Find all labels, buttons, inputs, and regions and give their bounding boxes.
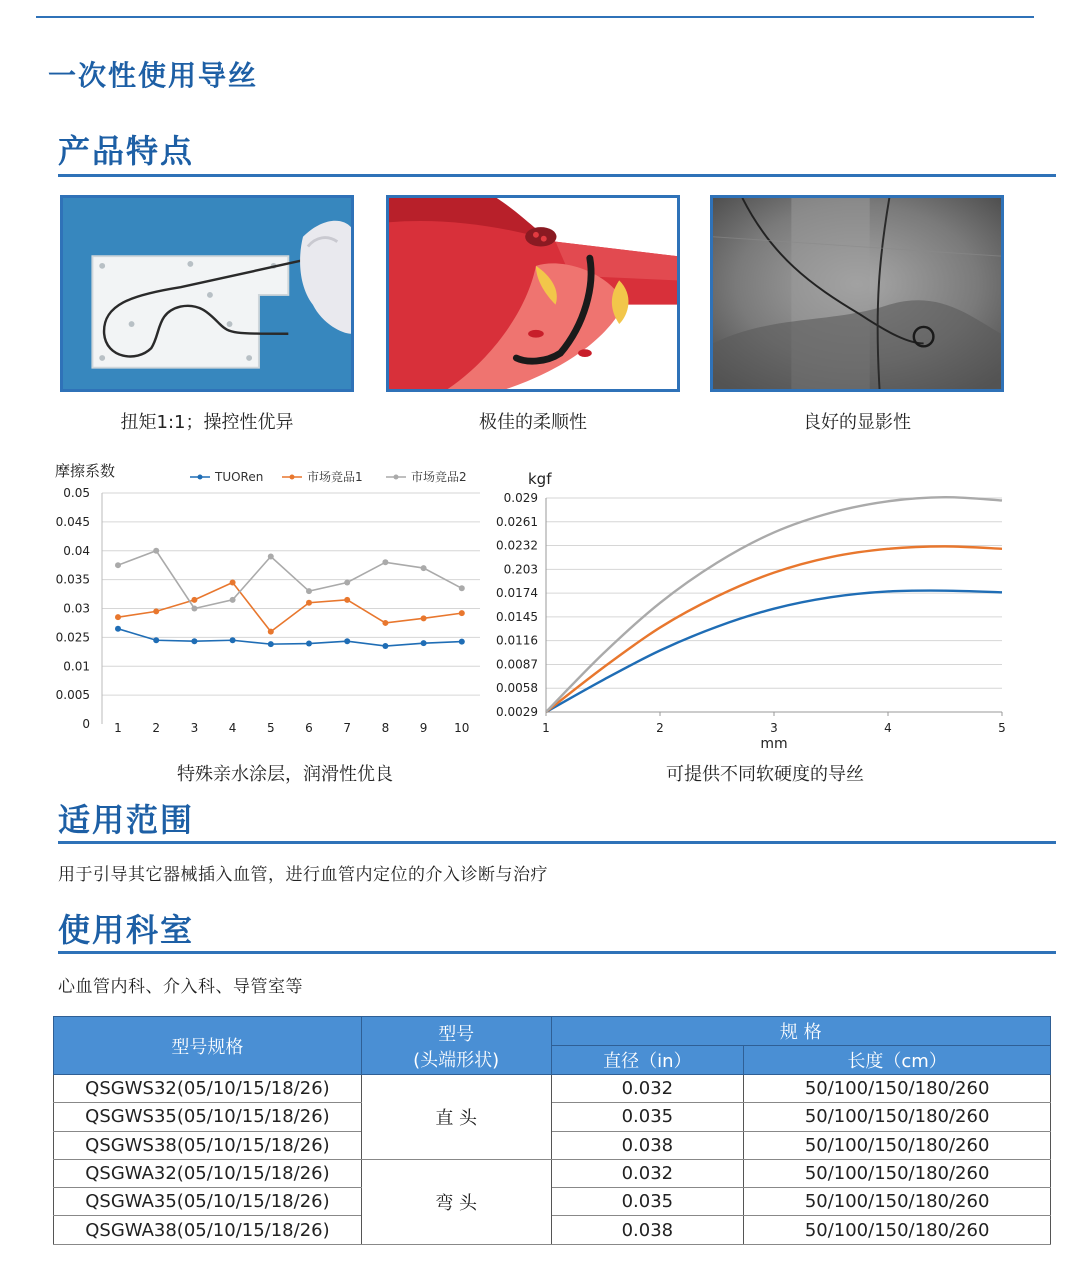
table-row (54, 1216, 1051, 1244)
stiffness-series-firm (546, 497, 1002, 712)
photo-caption-flexibility: 极佳的柔顺性 (479, 412, 587, 433)
friction-data-point (191, 638, 197, 644)
section-title-departments: 使用科室 (58, 911, 195, 949)
table-row (54, 1188, 1051, 1216)
friction-legend-label: 市场竞品2 (411, 470, 467, 484)
cell-model: QSGWA32(05/10/15/18/26) (54, 1159, 362, 1187)
friction-data-point (230, 580, 236, 586)
document-title: 一次性使用导丝 (48, 59, 259, 92)
cell-length: 50/100/150/180/260 (744, 1216, 1051, 1244)
header-tip-line1: 型号 (438, 1023, 475, 1045)
cell-length: 50/100/150/180/260 (744, 1075, 1051, 1103)
friction-data-point (459, 610, 465, 616)
friction-y-tick: 0.005 (55, 688, 90, 703)
friction-data-point (268, 554, 274, 560)
table-row (54, 1159, 1051, 1187)
friction-legend-marker (394, 475, 399, 480)
stiffness-y-tick: 0.203 (503, 562, 538, 577)
photo-caption-torque: 扭矩1:1；操控性优异 (120, 412, 294, 433)
friction-y-tick: 0.04 (63, 543, 90, 558)
friction-data-point (344, 597, 350, 603)
friction-y-tick: 0.05 (63, 486, 90, 500)
table-row (54, 1075, 1051, 1103)
friction-data-point (268, 629, 274, 635)
friction-data-point (115, 626, 121, 632)
stiffness-x-label: mm (760, 736, 788, 752)
header-diameter: 直径（in） (551, 1046, 744, 1075)
friction-x-tick: 4 (228, 721, 237, 735)
friction-x-tick: 10 (454, 721, 470, 735)
friction-data-point (230, 597, 236, 603)
friction-legend-label: 市场竞品1 (307, 470, 363, 484)
cell-diameter: 0.032 (551, 1075, 744, 1103)
friction-data-point (421, 615, 427, 621)
friction-y-tick: 0.035 (55, 572, 90, 587)
header-tip-line2: (头端形状) (413, 1049, 500, 1071)
header-length: 长度（cm） (744, 1046, 1051, 1075)
friction-x-tick: 9 (419, 721, 428, 735)
cell-model: QSGWA35(05/10/15/18/26) (54, 1188, 362, 1216)
cell-tip-curved: 弯 头 (361, 1159, 551, 1244)
friction-chart (50, 458, 490, 743)
friction-chart-caption: 特殊亲水涂层，润滑性优良 (177, 764, 393, 785)
friction-y-tick: 0.01 (63, 659, 90, 674)
friction-data-point (459, 585, 465, 591)
friction-y-tick: 0.025 (55, 630, 90, 645)
friction-data-point (344, 638, 350, 644)
friction-series-line (118, 583, 462, 632)
friction-data-point (230, 637, 236, 643)
friction-x-tick: 8 (381, 721, 390, 735)
friction-data-point (191, 606, 197, 612)
vessel-illustration (386, 195, 680, 392)
friction-data-point (191, 597, 197, 603)
stiffness-series-medium (546, 546, 1002, 712)
cell-model: QSGWS38(05/10/15/18/26) (54, 1131, 362, 1159)
header-spec: 规 格 (551, 1017, 1050, 1046)
scope-text: 用于引导其它器械插入血管，进行血管内定位的介入诊断与治疗 (58, 865, 548, 885)
cell-length: 50/100/150/180/260 (744, 1103, 1051, 1131)
cell-model: QSGWS35(05/10/15/18/26) (54, 1103, 362, 1131)
friction-data-point (382, 620, 388, 626)
cell-diameter: 0.032 (551, 1159, 744, 1187)
cell-diameter: 0.035 (551, 1103, 744, 1131)
cell-diameter: 0.038 (551, 1131, 744, 1159)
spec-table (53, 1016, 1051, 1245)
stiffness-y-tick: 0.0174 (496, 586, 538, 601)
friction-x-tick: 1 (114, 721, 122, 735)
table-row (54, 1131, 1051, 1159)
top-divider (36, 16, 1034, 18)
stiffness-x-tick: 1 (542, 721, 550, 735)
friction-x-tick: 6 (305, 721, 313, 735)
stiffness-chart-caption: 可提供不同软硬度的导丝 (666, 764, 864, 785)
friction-data-point (153, 608, 159, 614)
section-title-scope: 适用范围 (58, 801, 195, 839)
friction-data-point (153, 548, 159, 554)
stiffness-x-tick: 4 (884, 721, 892, 735)
cell-diameter: 0.035 (551, 1188, 744, 1216)
departments-text: 心血管内科、介入科、导管室等 (58, 977, 303, 997)
cell-length: 50/100/150/180/260 (744, 1159, 1051, 1187)
cell-model: QSGWA38(05/10/15/18/26) (54, 1216, 362, 1244)
cell-length: 50/100/150/180/260 (744, 1131, 1051, 1159)
friction-y-label: 摩擦系数 (55, 462, 116, 480)
stiffness-x-tick: 3 (770, 721, 778, 735)
friction-x-tick: 5 (266, 721, 275, 735)
section-title-features: 产品特点 (58, 132, 195, 170)
friction-y-tick: 0.045 (55, 514, 90, 529)
stiffness-y-tick: 0.0145 (496, 609, 538, 624)
header-tip (361, 1017, 551, 1075)
stiffness-chart (495, 465, 1020, 755)
friction-data-point (115, 562, 121, 568)
friction-data-point (306, 600, 312, 606)
friction-legend-label: TUORen (215, 470, 264, 484)
stiffness-y-tick: 0.0261 (496, 514, 538, 529)
stiffness-y-tick: 0.0232 (496, 538, 538, 553)
friction-y-tick: 0.03 (63, 601, 90, 616)
section-rule-features (58, 174, 1056, 177)
cell-diameter: 0.038 (551, 1216, 744, 1244)
stiffness-y-tick: 0.0058 (496, 681, 538, 696)
friction-data-point (268, 641, 274, 647)
stiffness-y-tick: 0.029 (503, 491, 538, 505)
section-rule-scope (58, 841, 1056, 844)
stiffness-x-tick: 2 (656, 721, 664, 735)
friction-data-point (306, 641, 312, 647)
friction-x-tick: 2 (152, 721, 161, 735)
friction-data-point (344, 580, 350, 586)
friction-data-point (421, 565, 427, 571)
friction-x-tick: 3 (190, 721, 199, 735)
header-model: 型号规格 (54, 1017, 362, 1075)
friction-data-point (153, 637, 159, 643)
friction-x-tick: 7 (343, 721, 352, 735)
friction-data-point (382, 643, 388, 649)
photo-caption-visibility: 良好的显影性 (803, 412, 911, 433)
stiffness-y-tick: 0.0029 (496, 705, 538, 719)
stiffness-y-tick: 0.0116 (496, 633, 538, 648)
section-rule-departments (58, 951, 1056, 954)
friction-data-point (115, 614, 121, 620)
friction-data-point (382, 559, 388, 565)
friction-data-point (306, 588, 312, 594)
cell-model: QSGWS32(05/10/15/18/26) (54, 1075, 362, 1103)
stiffness-series-soft (546, 591, 1002, 712)
friction-y-tick: 0 (82, 717, 90, 731)
xray-photo (710, 195, 1004, 392)
cell-length: 50/100/150/180/260 (744, 1188, 1051, 1216)
torque-board-photo (60, 195, 354, 392)
friction-legend-marker (198, 475, 203, 480)
table-row (54, 1103, 1051, 1131)
stiffness-y-tick: 0.0087 (496, 657, 538, 672)
stiffness-x-tick: 5 (998, 721, 1006, 735)
friction-legend-marker (290, 475, 295, 480)
cell-tip-straight: 直 头 (361, 1075, 551, 1160)
friction-data-point (459, 639, 465, 645)
friction-chart-svg (50, 458, 490, 743)
friction-data-point (421, 640, 427, 646)
stiffness-y-label: kgf (528, 470, 552, 488)
stiffness-chart-svg (495, 465, 1020, 755)
